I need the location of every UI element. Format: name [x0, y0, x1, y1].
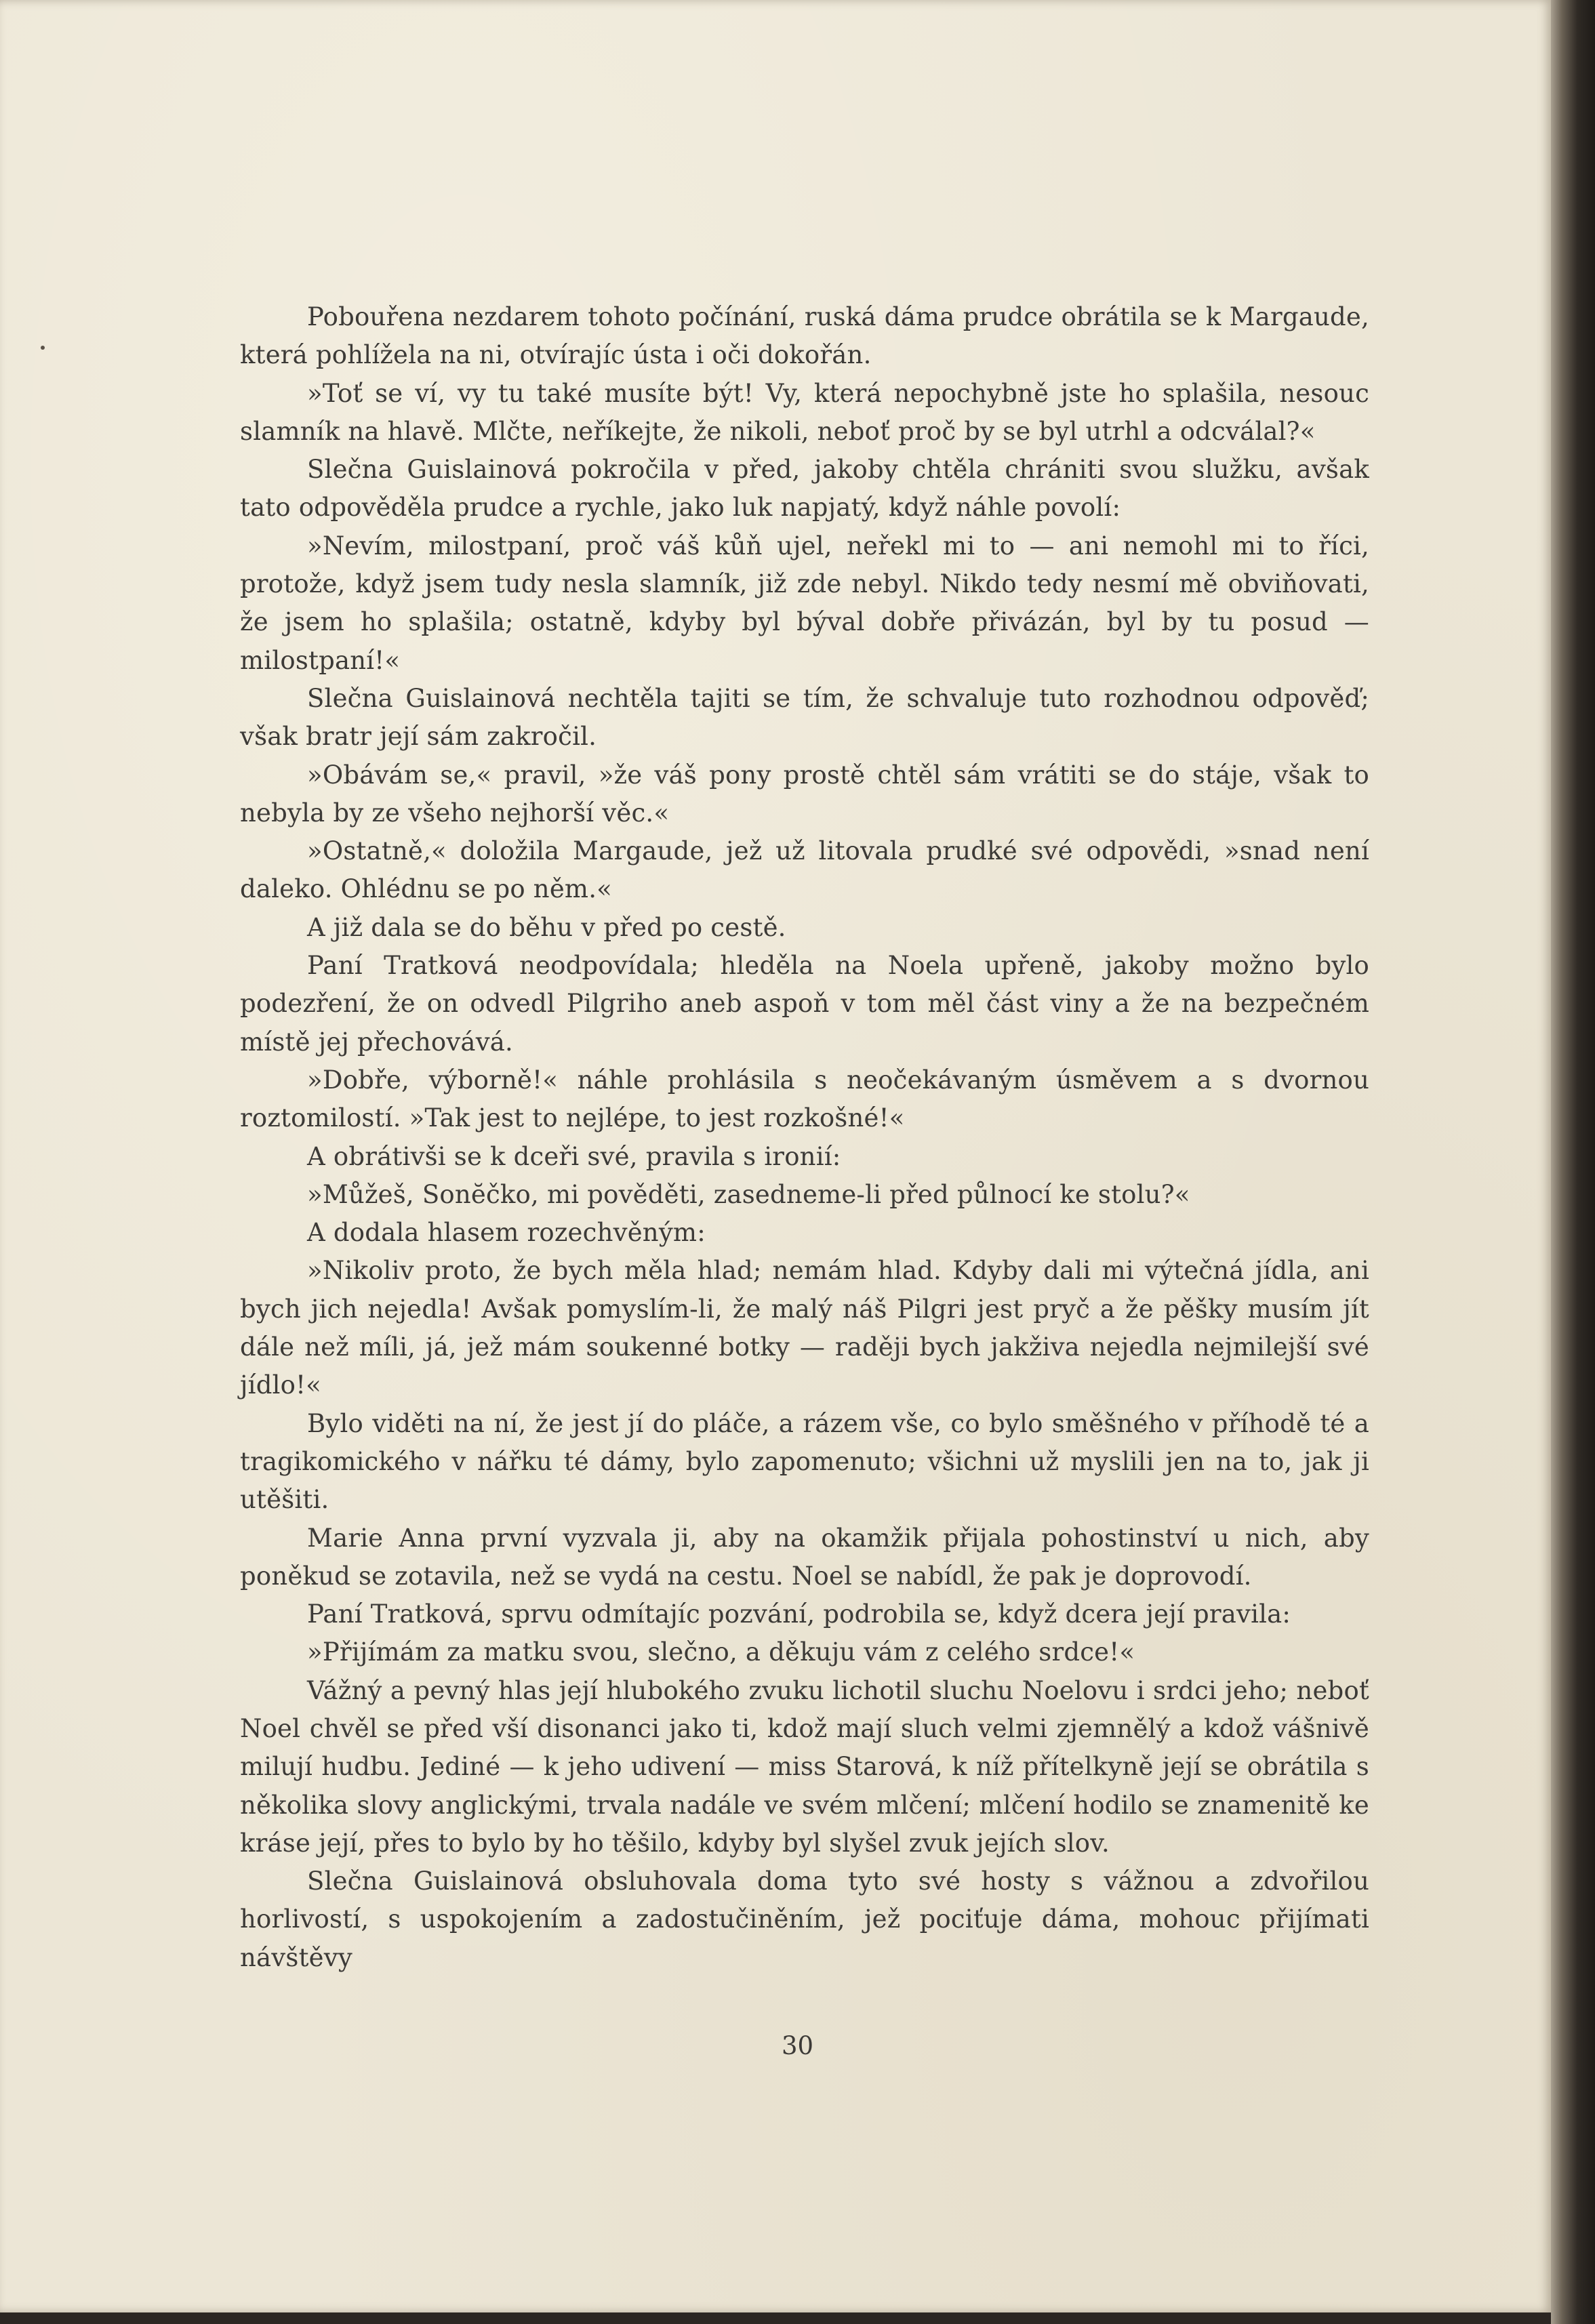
- paragraph: »Můžeš, Sonĕčko, mi pověděti, zasedneme-li před půlnocí ke stolu?«: [307, 1179, 1190, 1209]
- paragraph: »Nikoliv proto, že bych měla hlad; nemám hlad. Kdyby dali mi výtečná jídla, ani bych jich nejedla! Avšak pomyslím-li, že malý náš Pilgri jest pryč a že pěšky musím jít dále než míli, já, jež mám soukenné botky — raději bych jakživa nejedla nejmilejší své jídlo!«: [240, 1256, 1369, 1400]
- paragraph: Pobouřena nezdarem tohoto počínání, ruská dáma prudce obrátila se k Margaude, která pohlížela na ni, otvírajíc ústa i oči dokořán.: [240, 302, 1369, 370]
- paragraph: »Ostatně,« doložila Margaude, jež už litovala prudké své odpovědi, »snad není daleko. Ohlédnu se po něm.«: [240, 836, 1369, 904]
- paragraph: A obrátivši se k dceři své, pravila s ironií:: [307, 1141, 841, 1171]
- paragraph: »Toť se ví, vy tu také musíte být! Vy, která nepochybně jste ho splašila, nesouc slamník na hlavě. Mlčte, neříkejte, že nikoli, neboť proč by se byl utrhl a odcválal?«: [240, 378, 1369, 446]
- page-number: 30: [781, 2031, 814, 2060]
- paragraph: Bylo viděti na ní, že jest jí do pláče, a rázem vše, co bylo směšného v příhodě té a tragikomického v nářku té dámy, bylo zapomenuto; všichni už myslili jen na to, jak ji utěšiti.: [240, 1408, 1369, 1515]
- paragraph: Slečna Guislainová obsluhovala doma tyto své hosty s vážnou a zdvořilou horlivostí, s uspokojením a zadostučiněním, jež pociťuje dáma, mohouc přijímati návštěvy: [240, 1867, 1369, 1972]
- paragraph: A dodala hlasem rozechvěným:: [307, 1218, 706, 1248]
- paragraph: Slečna Guislainová nechtěla tajiti se tím, že schvaluje tuto rozhodnou odpověď; však bratr její sám zakročil.: [240, 683, 1369, 752]
- paragraph: Slečna Guislainová pokročila v před, jakoby chtěla chrániti svou služku, avšak tato odpověděla prudce a rychle, jako luk napjatý, když náhle povolí:: [240, 455, 1369, 523]
- paragraph: A již dala se do běhu v před po cestě.: [307, 912, 786, 942]
- paragraph: »Obávám se,« pravil, »že váš pony prostě chtěl sám vrátiti se do stáje, však to nebyla by ze všeho nejhorší věc.«: [240, 760, 1369, 828]
- paragraph: Paní Tratková neodpovídala; hleděla na Noela upřeně, jakoby možno bylo podezření, že on odvedl Pilgriho aneb aspoň v tom měl část viny a že na bezpečném místě jej přechovává.: [240, 951, 1369, 1057]
- binding-gutter: [1551, 0, 1595, 2324]
- paragraph: Vážný a pevný hlas její hlubokého zvuku lichotil sluchu Noelovu i srdci jeho; neboť Noel chvěl se před vší disonanci jako ti, kdož mají sluch velmi zjemnělý a kdož vášnivě milují hudbu. Jediné — k jeho udivení — miss Starová, k níž přítelkyně její se obrátila s několika slovy anglickými, trvala nadále ve svém mlčení; mlčení hodilo se znamenitě ke kráse její, přes to bylo by ho těšilo, kdyby byl slyšel zvuk jejích slov.: [240, 1675, 1369, 1858]
- page-speck: [41, 346, 45, 350]
- body-text: [240, 298, 1369, 1977]
- paragraph: Marie Anna první vyzvala ji, aby na okamžik přijala pohostinství u nich, aby poněkud se zotavila, než se vydá na cestu. Noel se nabídl, že pak je doprovodí.: [240, 1523, 1369, 1591]
- paragraph: Paní Tratková, sprvu odmítajíc pozvání, podrobila se, když dcera její pravila:: [307, 1599, 1291, 1629]
- paragraph: »Přijímám za matku svou, slečno, a děkuju vám z celého srdce!«: [307, 1637, 1135, 1667]
- paragraph: »Nevím, milostpaní, proč váš kůň ujel, neřekl mi to — ani nemohl mi to říci, protože, když jsem tudy nesla slamník, již zde nebyl. Nikdo tedy nesmí mě obviňovati, že jsem ho splašila; ostatně, kdyby byl býval dobře přivázán, byl by tu posud — milostpaní!«: [240, 531, 1369, 675]
- paragraph: »Dobře, výborně!« náhle prohlásila s neočekávaným úsměvem a s dvornou roztomilostí. »Tak jest to nejlépe, to jest rozkošné!«: [240, 1065, 1369, 1133]
